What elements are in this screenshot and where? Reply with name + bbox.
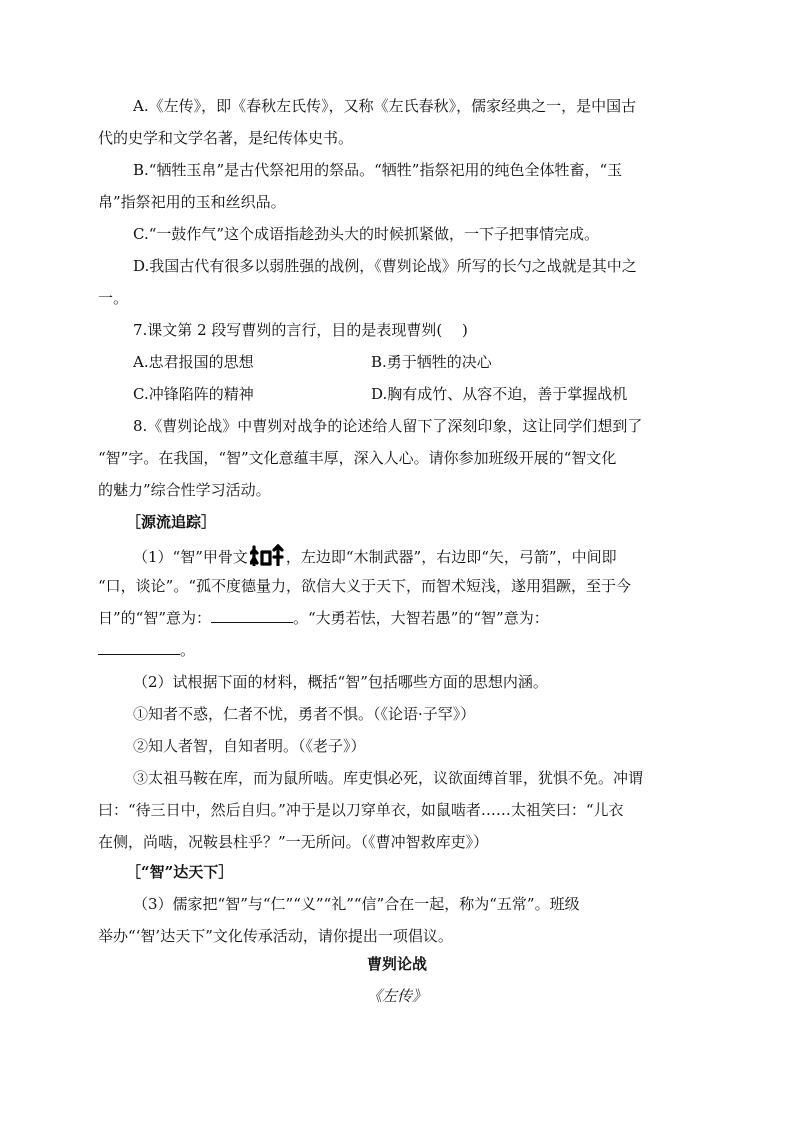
q8-sub1-line1 (133, 544, 617, 567)
passage-source: 《左传》 (366, 987, 427, 1005)
q8-sub3-line2: 举办“‘智’达天下”文化传承活动，请你提出一项倡议。 (98, 927, 453, 945)
q8-sub1-line4-end: 。 (180, 641, 196, 659)
q8-material-3-line1: ③太祖马鞍在库，而为鼠所啮。库吏惧必死，议欲面缚首罪，犹惧不免。冲谓 (133, 769, 644, 787)
q8-material-1: ①知者不惑，仁者不忧，勇者不惧。（《论语·子罕》） (133, 705, 476, 723)
q8-sub1-line3-b: 。“大勇若怯，大智若愚”的“智”意为： (293, 609, 549, 627)
q8-stem-line1: 8.《曹刿论战》中曹刿对战争的论述给人留下了深刻印象，这让同学们想到了 (133, 417, 643, 435)
q8-sub1-line3 (98, 608, 549, 628)
oracle-bone-zhi-icon (250, 544, 284, 566)
section-title-spread: ［“智”达天下］ (126, 863, 234, 881)
q8-sub1-line2: “口，谈论”。“孤不度德量力，欲信大义于天下，而智术短浅，遂用猖蹶，至于今 (98, 577, 632, 595)
answer-blank-2[interactable] (98, 640, 180, 655)
q8-sub1-line1-after: ，左边即“木制武器”，右边即“矢，弓箭”，中间即 (285, 548, 617, 566)
q6-option-b-line1: B.“牺牲玉帛”是古代祭祀用的祭品。“牺牲”指祭祀用的纯色全体牲畜，“玉 (133, 161, 623, 179)
q6-option-c: C.“一鼓作气”这个成语指趁劲头大的时候抓紧做，一下子把事情完成。 (133, 225, 600, 243)
section-title-origin: ［源流追踪］ (126, 513, 217, 531)
q7-option-c: C.冲锋陷阵的精神 (133, 385, 254, 403)
q8-sub1-line3-a: 日”的“智”意为： (98, 609, 212, 627)
q8-stem-line3: 的魅力”综合性学习活动。 (98, 481, 271, 499)
q8-material-2: ②知人者智，自知者明。（《老子》） (133, 737, 366, 755)
passage-title: 曹刿论战 (366, 955, 427, 973)
q8-sub3-line1: （3）儒家把“智”与“仁”“义”“礼”“信”合在一起，称为“五常”。班级 (133, 895, 580, 913)
q8-material-3-line2: 曰：“待三日中，然后自归。”冲于是以刀穿单衣，如鼠啮者……太祖笑曰：“儿衣 (98, 801, 624, 819)
q8-sub1-line1-before: （1）“智”甲骨文 (133, 548, 248, 566)
q6-option-a-line2: 代的史学和文学名著，是纪传体史书。 (98, 129, 354, 147)
q8-stem-line2: “智”字。在我国，“智”文化意蕴丰厚，深入人心。请你参加班级开展的“智文化 (98, 449, 617, 467)
q8-sub2-stem: （2）试根据下面的材料，概括“智”包括哪些方面的思想内涵。 (133, 673, 548, 691)
q8-material-3-line3: 在侧，尚啮，况鞍县柱乎？”一无所问。（《曹冲智救库吏》） (98, 833, 489, 851)
q7-option-a: A.忠君报国的思想 (133, 353, 254, 371)
q7-option-d: D.胸有成竹、从容不迫，善于掌握战机 (371, 385, 628, 403)
answer-blank-1[interactable] (211, 608, 293, 623)
q8-sub1-line4 (98, 640, 195, 660)
q7-option-b: B.勇于牺牲的决心 (371, 353, 492, 371)
q6-option-d-line2: 一。 (98, 289, 129, 307)
q6-option-a-line1: A.《左传》，即《春秋左氏传》，又称《左氏春秋》，儒家经典之一，是中国古 (133, 97, 637, 115)
q7-stem: 7.课文第 2 段写曹刿的言行，目的是表现曹刿( ) (133, 321, 468, 339)
q6-option-d-line1: D.我国古代有很多以弱胜强的战例，《曹刿论战》所写的长勺之战就是其中之 (133, 257, 637, 275)
q6-option-b-line2: 帛”指祭祀用的玉和丝织品。 (98, 193, 286, 211)
